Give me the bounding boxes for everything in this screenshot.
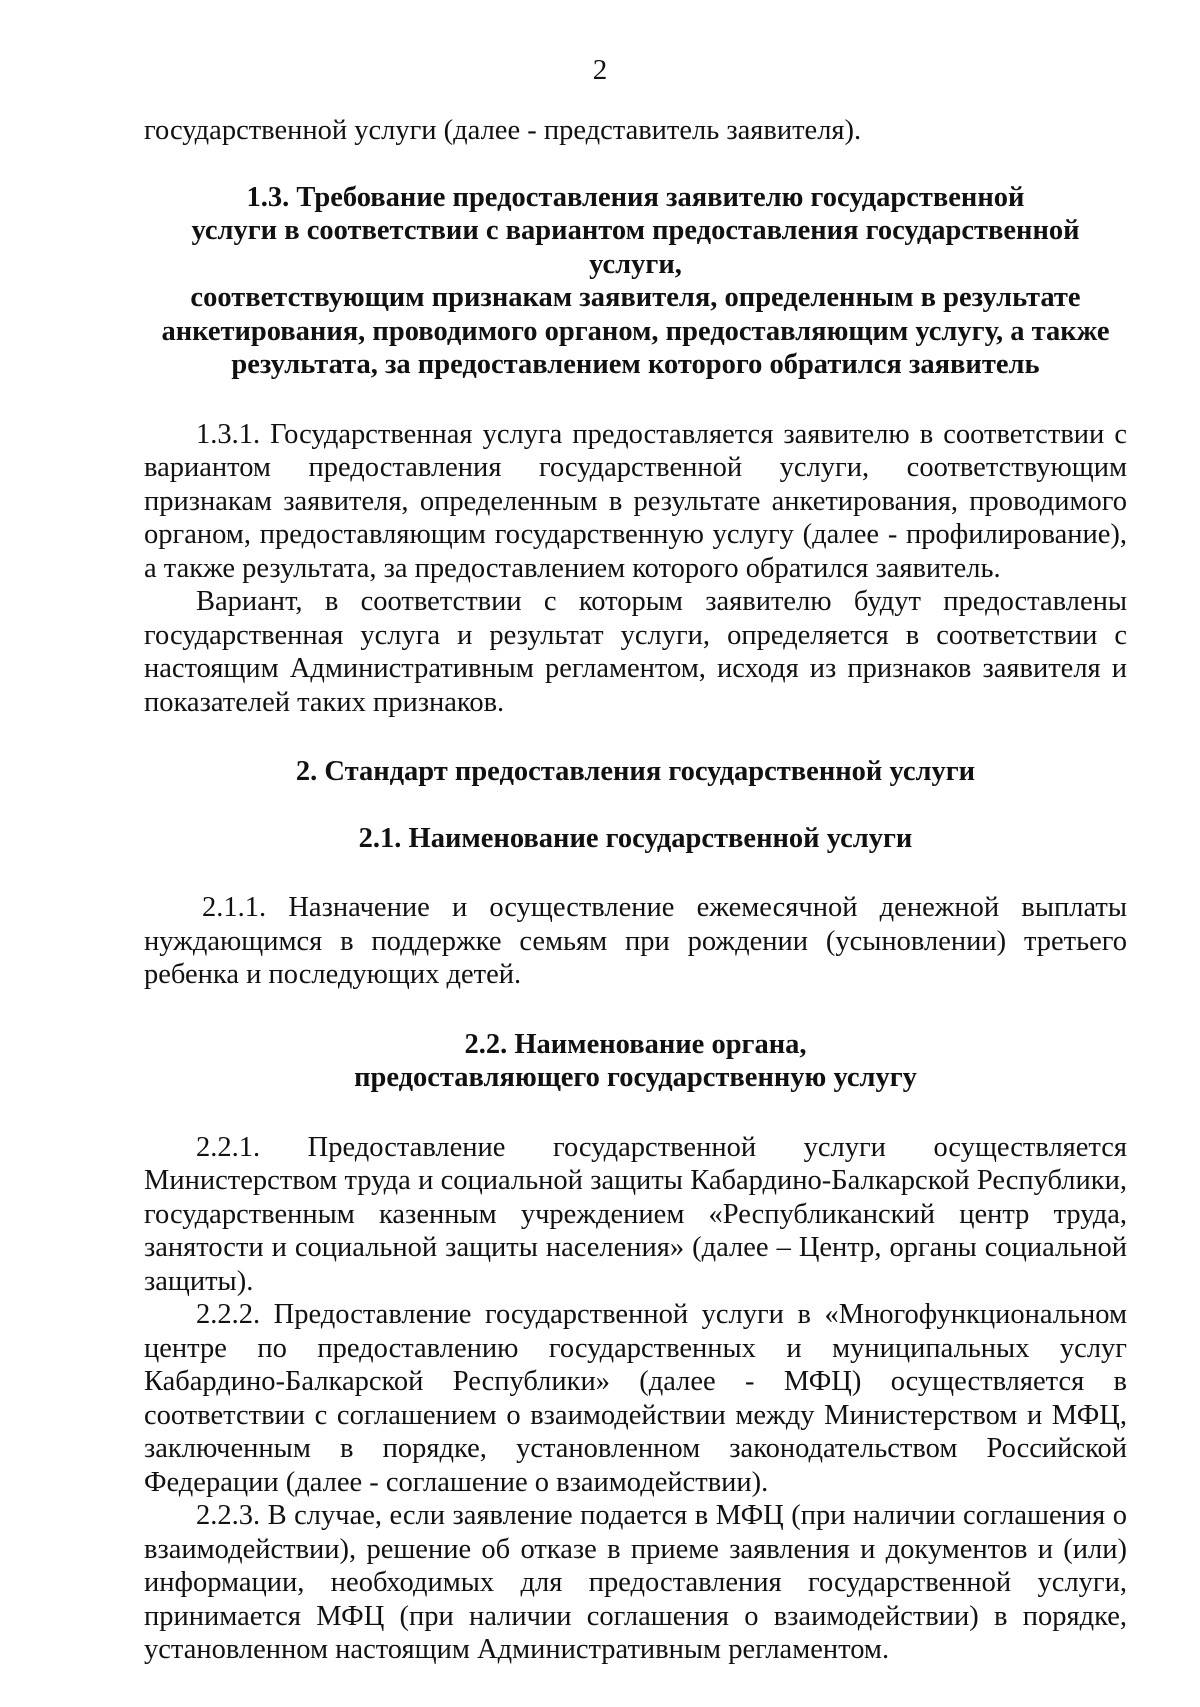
heading-line: соответствующим признакам заявителя, определенным в результате <box>190 282 1081 313</box>
paragraph-1-3-variant: Вариант, в соответствии с которым заявителю будут предоставлены государственная услуга и результат услуги, определяется в соответствии с настоящим Административным регламентом, исходя из признаков заявителя и показателей таких признаков. <box>144 586 1127 718</box>
heading-line: 1.3. Требование предоставления заявителю государственной <box>246 181 1025 213</box>
heading-line: предоставляющего государственную услугу <box>354 1062 917 1093</box>
section-2-2-heading <box>144 1028 1127 1095</box>
opening-line: государственной услуги (далее - представитель заявителя). <box>144 115 862 146</box>
section-2-1-heading: 2.1. Наименование государственной услуги <box>358 822 913 854</box>
section-1-3-heading <box>144 181 1127 382</box>
document-body <box>144 114 1127 1667</box>
section-2-heading: 2. Стандарт предоставления государственной услуги <box>295 756 976 787</box>
heading-line: 2.2. Наименование органа, <box>464 1028 807 1060</box>
heading-line: анкетирования, проводимого органом, предоставляющим услугу, а также <box>161 315 1110 347</box>
paragraph-2-1-1: 2.1.1. Назначение и осуществление ежемесячной денежной выплаты нуждающимся в поддержке семьям при рождении (усыновлении) третьего ребенка и последующих детей. <box>144 892 1127 990</box>
paragraph-1-3-1: 1.3.1. Государственная услуга предоставляется заявителю в соответствии с вариантом предоставления государственной услуги, соответствующим признакам заявителя, определенным в результате анкетирования, проводимого органом, предоставляющим государственную услугу (далее - профилирование), а также результата, за предоставлением которого обратился заявитель. <box>144 418 1127 584</box>
heading-line: услуги в соответствии с вариантом предоставления государственной услуги, <box>191 215 1080 280</box>
page-number: 2 <box>592 54 608 86</box>
heading-line: результата, за предоставлением которого обратился заявитель <box>231 349 1040 380</box>
paragraph-2-2-3: 2.2.3. В случае, если заявление подается в МФЦ (при наличии соглашения о взаимодействии), решение об отказе в приеме заявления и документов и (или) информации, необходимых для предоставления государственной услуги, принимается МФЦ (при наличии соглашения о взаимодействии) в порядке, установленном настоящим Административным регламентом. <box>144 1500 1127 1665</box>
paragraph-2-2-1: 2.2.1. Предоставление государственной услуги осуществляется Министерством труда и социальной защиты Кабардино-Балкарской Республики, государственным казенным учреждением «Республиканский центр труда, занятости и социальной защиты населения» (далее – Центр, органы социальной защиты). <box>144 1131 1127 1297</box>
paragraph-2-2-2: 2.2.2. Предоставление государственной услуги в «Многофункциональном центре по предоставлению государственных и муниципальных услуг Кабардино-Балкарской Республики» (далее - МФЦ) осуществляется в соответствии с соглашением о взаимодействии между Министерством и МФЦ, заключенным в порядке, установленном законодательством Российской Федерации (далее - соглашение о взаимодействии). <box>144 1299 1127 1498</box>
